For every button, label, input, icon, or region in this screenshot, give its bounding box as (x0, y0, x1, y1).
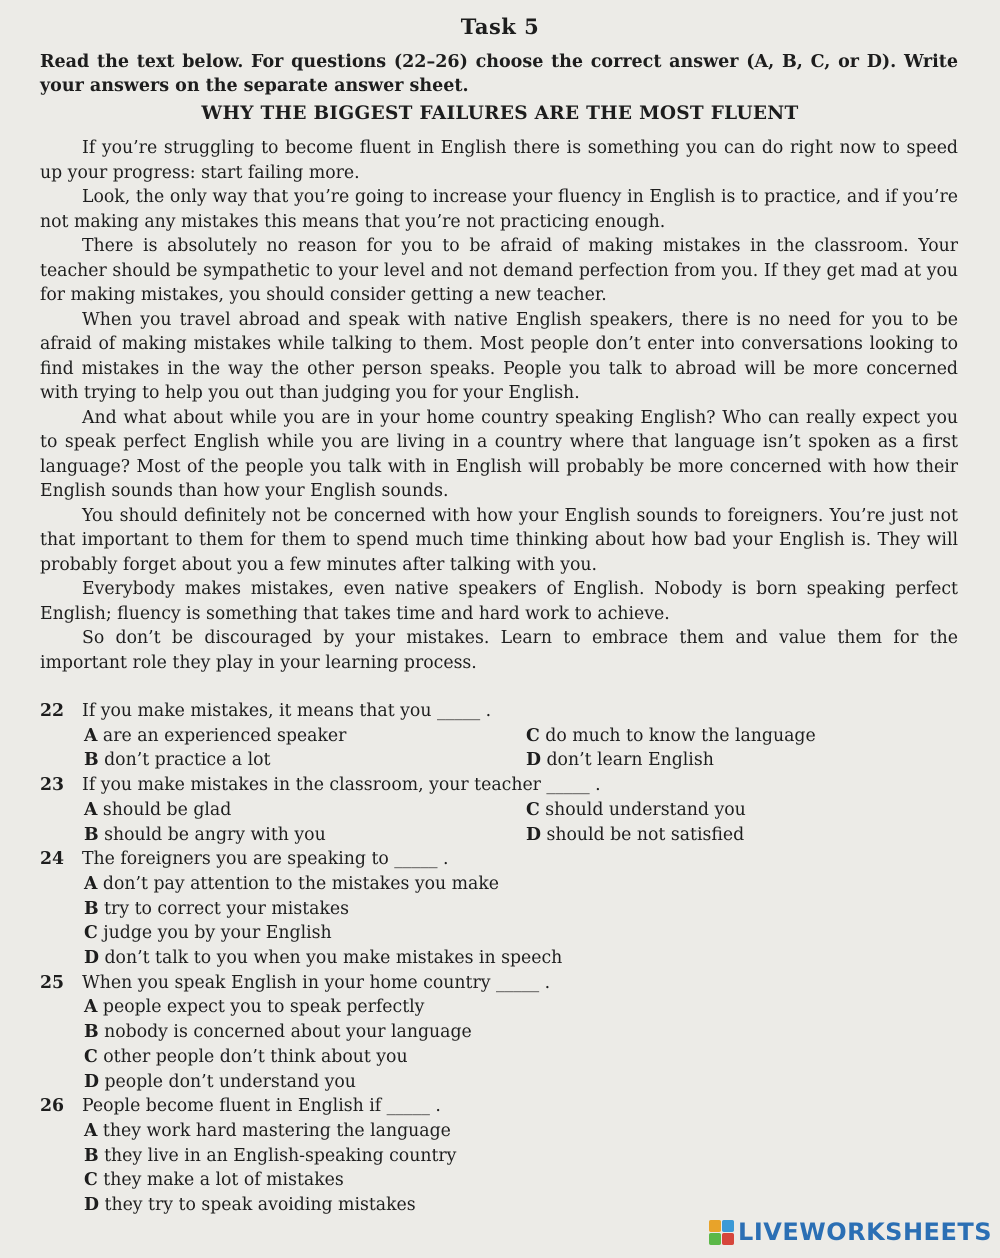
paragraph: So don’t be discouraged by your mistakes. Learn to embrace them and value them for the important role they play in your learning process. (40, 628, 958, 673)
paragraph: And what about while you are in your home country speaking English? Who can really expect you to speak perfect English while you are living in a country where that language isn’t spoken as a first language? Most of the people you talk with in English will probably be more concerned with how their English sounds than how your English sounds. (40, 407, 958, 501)
question-stem: If you make mistakes, it means that you _____ . (82, 701, 492, 721)
paragraph: When you travel abroad and speak with native English speakers, there is no need for you to be afraid of making mistakes while talking to them. Most people don’t enter into conversations looking to find mistakes in the way the other person speaks. People you talk to abroad will be more concerned with trying to help you out than judging you for your English. (40, 309, 958, 403)
option-d[interactable]: D should be not satisfied (526, 824, 745, 845)
reading-passage (40, 136, 958, 675)
question-stem: The foreigners you are speaking to _____ . (82, 849, 449, 870)
paragraph: Everybody makes mistakes, even native speakers of English. Nobody is born speaking perfect English; fluency is something that takes time and hard work to achieve. (40, 579, 958, 624)
reading-text-title: WHY THE BIGGEST FAILURES ARE THE MOST FLUENT (201, 103, 799, 124)
liveworksheets-icon (709, 1220, 734, 1245)
question-list (40, 699, 958, 1218)
option-c[interactable]: C should understand you (526, 799, 746, 820)
question-number: 25 (40, 972, 65, 993)
liveworksheets-logo (709, 1218, 992, 1246)
paragraph: You should definitely not be concerned with how your English sounds to foreigners. You’re just not that important to them for them to spend much time thinking about how bad your English is. They will probably forget about you a few minutes after talking with you. (40, 505, 958, 575)
option-c[interactable]: C other people don’t think about you (84, 1046, 408, 1067)
option-d[interactable]: D they try to speak avoiding mistakes (84, 1195, 416, 1216)
option-c[interactable]: C they make a lot of mistakes (84, 1170, 344, 1191)
option-a[interactable]: A should be glad (84, 799, 232, 820)
task-title: Task 5 (460, 14, 540, 39)
option-a[interactable]: A people expect you to speak perfectly (84, 997, 425, 1018)
paragraph: There is absolutely no reason for you to be afraid of making mistakes in the classroom. Your teacher should be sympathetic to your level and not demand perfection from you. If they get mad at you for making mistakes, you should consider getting a new teacher. (40, 236, 958, 305)
instructions: Read the text below. For questions (22–26) choose the correct answer (A, B, C, or D). Write your answers on the separate answer sheet. (40, 52, 958, 96)
question-number: 23 (40, 775, 65, 796)
paragraph: Look, the only way that you’re going to increase your fluency in English is to practice, and if you’re not making any mistakes this means that you’re not practicing enough. (40, 187, 958, 232)
option-d[interactable]: D don’t talk to you when you make mistakes in speech (84, 948, 563, 969)
question-23 (40, 773, 958, 847)
option-c[interactable]: C judge you by your English (84, 923, 332, 944)
option-a[interactable]: A they work hard mastering the language (84, 1120, 451, 1141)
question-25 (40, 971, 958, 1095)
question-number: 22 (40, 701, 65, 721)
option-b[interactable]: B try to correct your mistakes (84, 898, 350, 919)
option-a[interactable]: A don’t pay attention to the mistakes you make (84, 873, 500, 894)
option-c[interactable]: C do much to know the language (526, 725, 816, 746)
option-a[interactable]: A are an experienced speaker (84, 725, 347, 746)
question-26 (40, 1094, 958, 1218)
option-d[interactable]: D people don’t understand you (84, 1071, 356, 1092)
option-b[interactable]: B don’t practice a lot (84, 750, 271, 771)
question-number: 26 (40, 1096, 65, 1117)
option-d[interactable]: D don’t learn English (526, 750, 714, 771)
question-number: 24 (40, 849, 65, 870)
question-stem: People become fluent in English if _____ . (82, 1096, 441, 1117)
question-22 (40, 699, 958, 773)
option-b[interactable]: B nobody is concerned about your language (84, 1022, 472, 1043)
paragraph: If you’re struggling to become fluent in English there is something you can do right now to speed up your progress: start failing more. (40, 138, 958, 183)
option-b[interactable]: B they live in an English-speaking country (84, 1145, 457, 1166)
question-stem: When you speak English in your home country _____ . (82, 972, 551, 993)
option-b[interactable]: B should be angry with you (84, 824, 326, 845)
liveworksheets-wordmark: LIVEWORKSHEETS (738, 1218, 992, 1246)
question-stem: If you make mistakes in the classroom, your teacher _____ . (82, 775, 601, 796)
question-24 (40, 847, 958, 971)
